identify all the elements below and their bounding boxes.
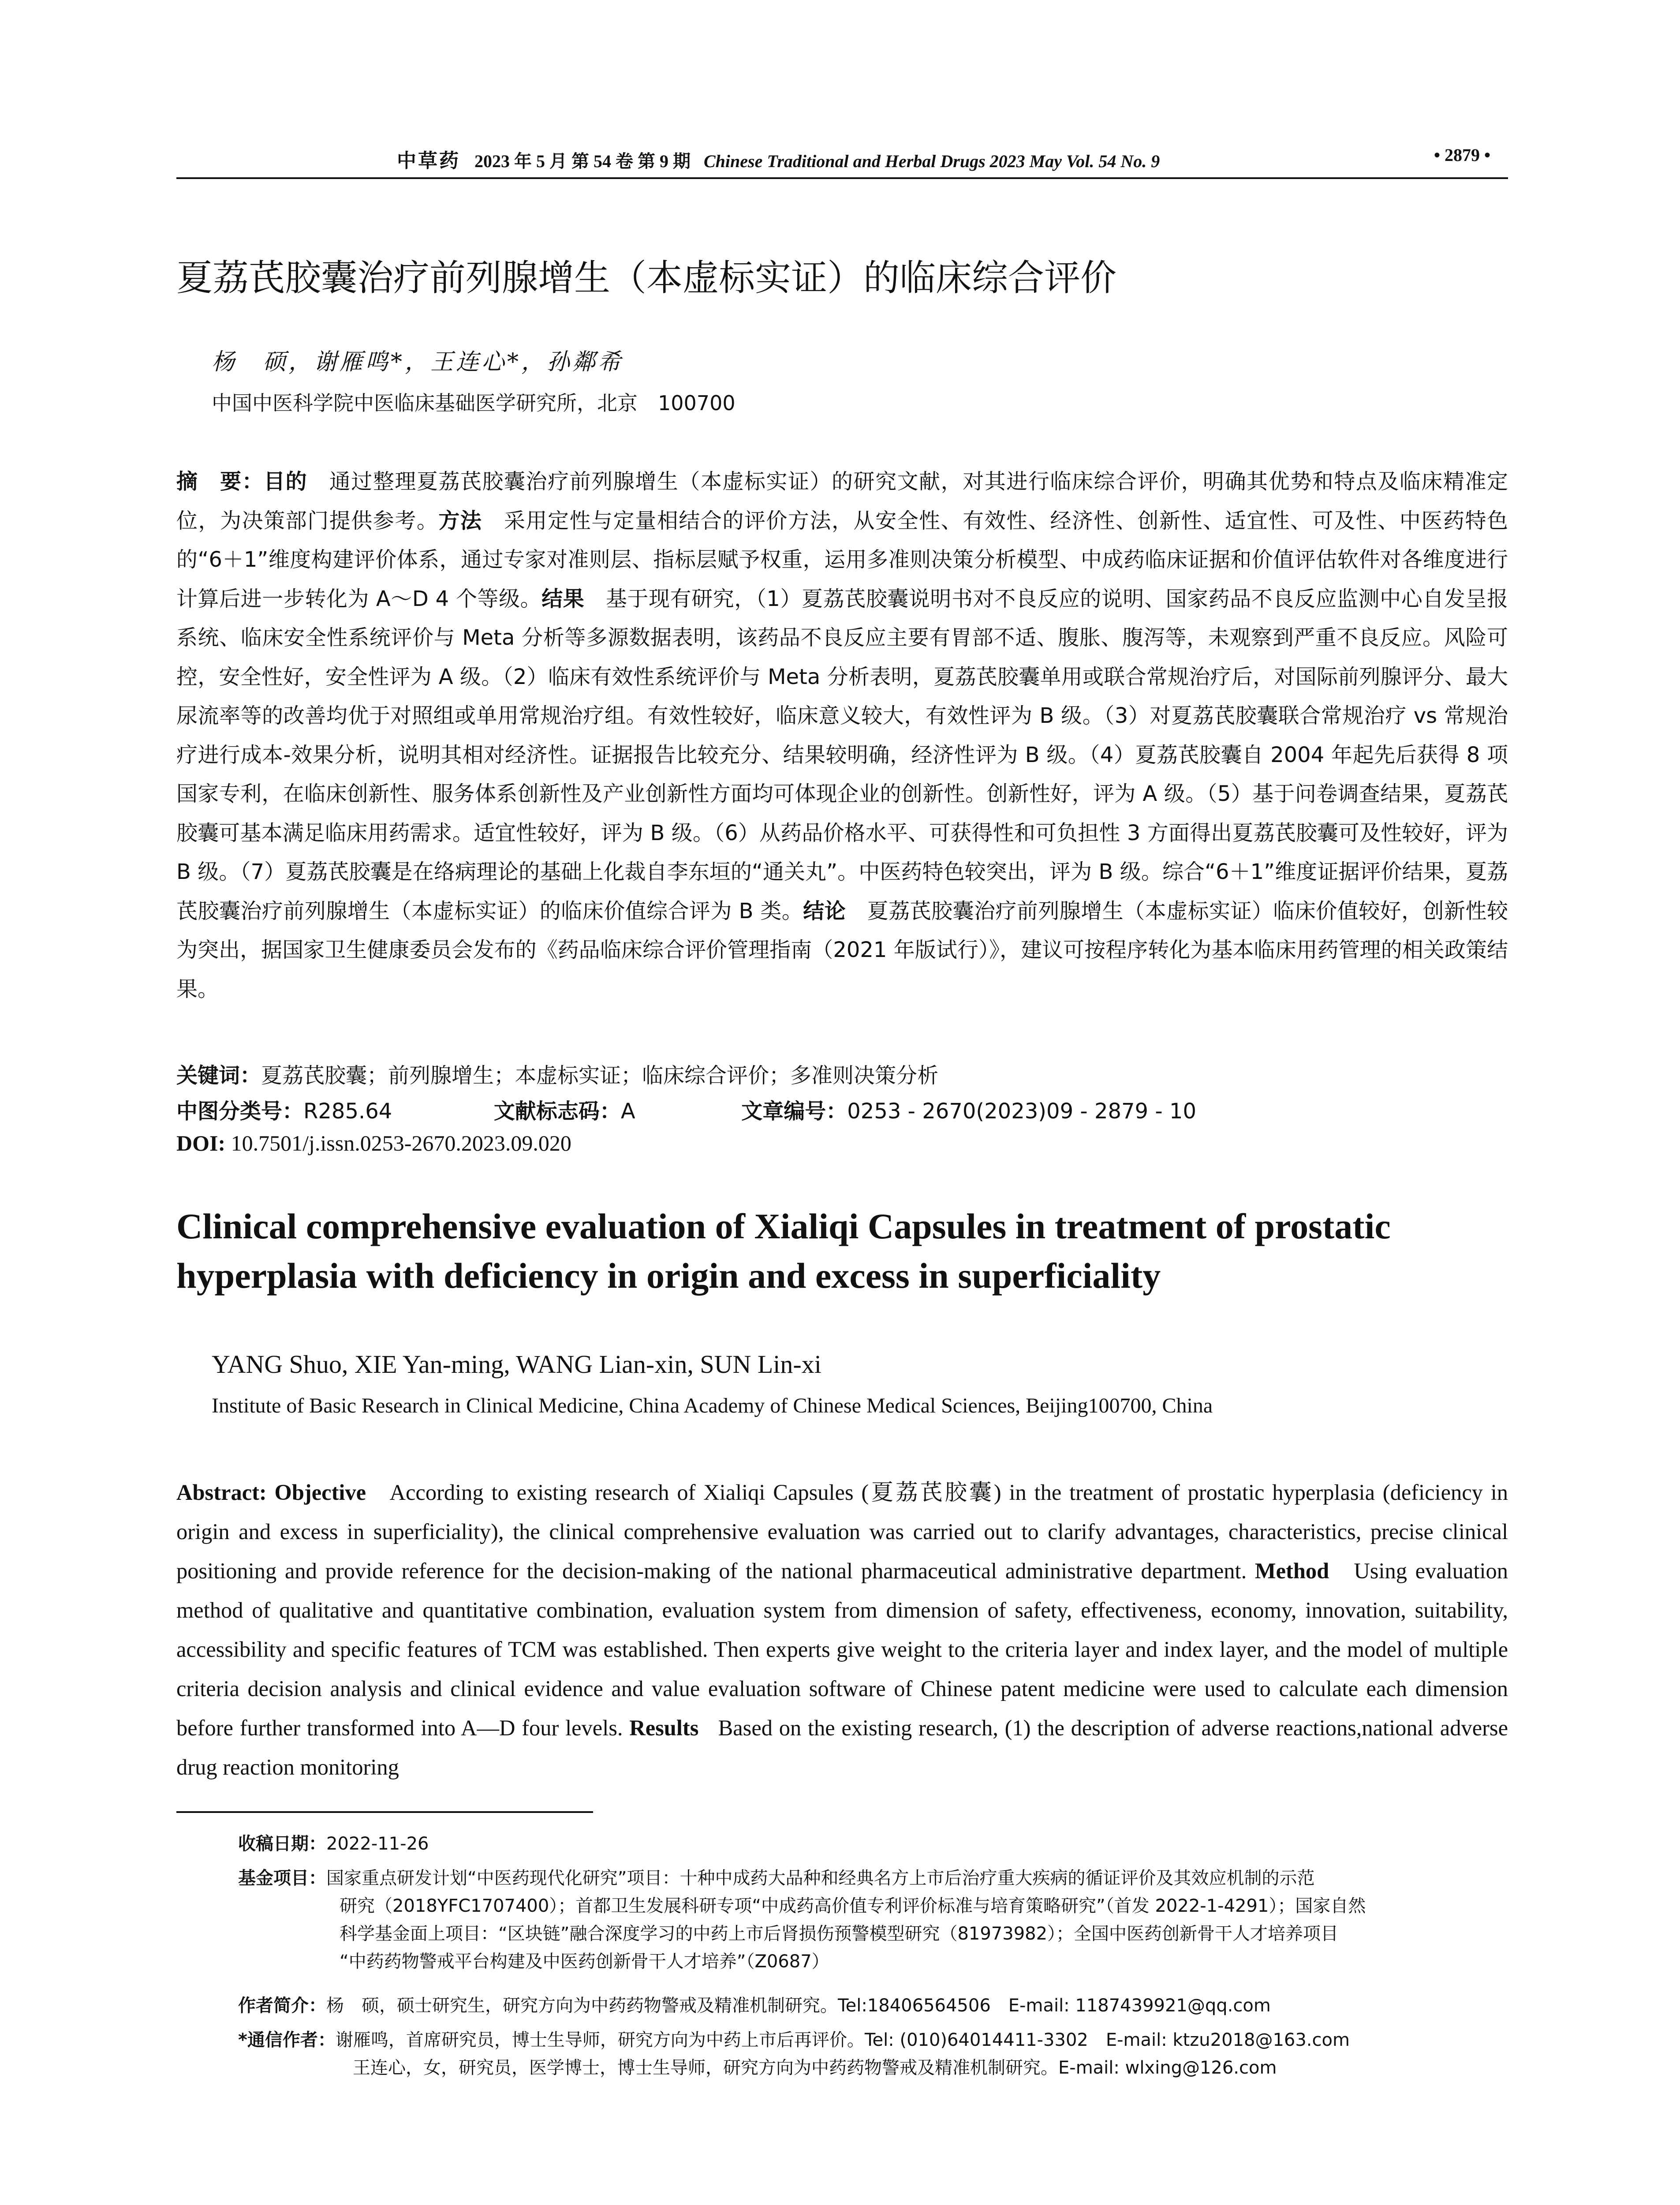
title-cn: 夏荔芪胶囊治疗前列腺增生（本虚标实证）的临床综合评价 [176, 257, 1117, 299]
results-text-en: Based on the existing research, (1) the description of adverse reactions,national adverse drug reaction monitoring [176, 1715, 1508, 1779]
fund-label: 基金项目： [238, 1868, 326, 1888]
objective-label-cn: 目的 [264, 469, 308, 494]
fund-line-3: 科学基金面上项目：“区块链”融合深度学习的中药上市后肾损伤预警模型研究（81973982）；全国中医药创新骨干人才培养项目 [340, 1924, 1339, 1944]
abstract-en [176, 1473, 1508, 1787]
received-value: 2022-11-26 [326, 1834, 429, 1854]
running-header [176, 140, 1508, 176]
keywords-text: 夏荔芪胶囊；前列腺增生；本虚标实证；临床综合评价；多准则决策分析 [261, 1063, 939, 1088]
article-no-label: 文章编号： [741, 1099, 847, 1124]
journal-name-cn: 中草药 [397, 149, 460, 172]
corr-text-1: 谢雁鸣，首席研究员，博士生导师，研究方向为中药上市后再评价。Tel: (010)64014411-3302 E-mail: ktzu2018@163.com [335, 2030, 1350, 2050]
authors-en: YANG Shuo, XIE Yan-ming, WANG Lian-xin, SUN Lin-xi [212, 1350, 821, 1379]
author-bio [238, 1992, 1271, 2020]
authors-cn: 杨 硕，谢雁鸣*，王连心*，孙鄰希 [212, 349, 624, 375]
classification-line [176, 1094, 1196, 1125]
author-bio-label: 作者简介： [238, 1996, 326, 2016]
doi-label: DOI: [176, 1131, 226, 1155]
affiliation-en: Institute of Basic Research in Clinical Medicine, China Academy of Chinese Medical Sciences, Beijing100700, China [212, 1394, 1213, 1417]
doc-code-label: 文献标志码： [493, 1099, 621, 1124]
fund-line-1: 国家重点研发计划“中医药现代化研究”项目：十种中成药大品种和经典名方上市后治疗重大疾病的循证评价及其效应机制的示范 [326, 1868, 1315, 1888]
fund-line-2: 研究（2018YFC1707400）；首都卫生发展科研专项“中成药高价值专利评价标准与培育策略研究”（首发 2022-1-4291）；国家自然 [340, 1896, 1366, 1916]
received-date [238, 1830, 429, 1858]
corr-text-2: 王连心，女，研究员，医学博士，博士生导师，研究方向为中药药物警戒及精准机制研究。E-mail: wlxing@126.com [353, 2058, 1277, 2078]
results-text-cn: 基于现有研究，（1）夏荔芪胶囊说明书对不良反应的说明、国家药品不良反应监测中心自发呈报系统、临床安全性系统评价与 Meta 分析等多源数据表明，该药品不良反应主要有胃部不适、腹胀、腹泻等，未观察到严重不良反应。风险可控，安全性好，安全性评为 A 级。（2）临床有效性系统评价与 Meta 分析表明，夏荔芪胶囊单用或联合常规治疗后，对国际前列腺评分、最大尿流率等的改善均优于对照组或单用常规治疗组。有效性较好，临床意义较大，有效性评为 B 级。（3）对夏荔芪胶囊联合常规治疗 vs 常规治疗进行成本-效果分析，说明其相对经济性。证据报告比较充分、结果较明确，经济性评为 B 级。（4）夏荔芪胶囊自 2004 年起先后获得 8 项国家专利，在临床创新性、服务体系创新性及产业创新性方面均可体现企业的创新性。创新性好，评为 A 级。（5）基于问卷调查结果，夏荔芪胶囊可基本满足临床用药需求。适宜性较好，评为 B 级。（6）从药品价格水平、可获得性和可负担性 3 方面得出夏荔芪胶囊可及性较好，评为 B 级。（7）夏荔芪胶囊是在络病理论的基础上化裁自李东垣的“通关丸”。中医药特色较突出，评为 B 级。综合“6＋1”维度证据评价结果，夏荔芪胶囊治疗前列腺增生（本虚标实证）的临床价值综合评为 B 类。 [176, 586, 1508, 923]
abstract-en-label: Abstract: Objective [176, 1480, 366, 1505]
objective-text-cn: 通过整理夏荔芪胶囊治疗前列腺增生（本虚标实证）的研究文献，对其进行临床综合评价，明确其优势和特点及临床精准定位，为决策部门提供参考。 [176, 469, 1508, 533]
header-center [397, 145, 1160, 173]
doi-line [176, 1130, 571, 1156]
title-en: Clinical comprehensive evaluation of Xialiqi Capsules in treatment of prostatic hyperplasia with deficiency in origin and excess in superficiality [176, 1206, 1391, 1296]
abstract-cn-label: 摘 要： [176, 469, 264, 494]
fund-line-4: “中药药物警戒平台构建及中医药创新骨干人才培养”（Z0687） [340, 1951, 829, 1972]
method-text-en: Using evaluation method of qualitative and quantitative combination, evaluation system from dimension of safety, effectiveness, economy, innovation, suitability, accessibility and specific features of TCM was established. Then experts give weight to the criteria layer and index layer, and the model of multiple criteria decision analysis and clinical evidence and value evaluation software of Chinese patent medicine were used to calculate each dimension before further transformed into A—D four levels. [176, 1558, 1508, 1740]
keywords-cn [176, 1058, 938, 1089]
page-number: • 2879 • [1434, 145, 1490, 165]
corr-label: *通信作者： [238, 2030, 336, 2050]
journal-info-en: Chinese Traditional and Herbal Drugs 2023 May Vol. 54 No. 9 [704, 151, 1160, 171]
fund-info [238, 1865, 1517, 1976]
issue-info-cn: 2023 年 5 月 第 54 卷 第 9 期 [474, 151, 691, 171]
affiliation-cn: 中国中医科学院中医临床基础医学研究所，北京 100700 [212, 391, 735, 415]
received-label: 收稿日期： [238, 1834, 326, 1854]
clc-value: R285.64 [303, 1099, 392, 1124]
conclusion-label-cn: 结论 [803, 898, 846, 923]
abstract-cn [176, 462, 1508, 1009]
conclusion-text-cn: 夏荔芪胶囊治疗前列腺增生（本虚标实证）临床价值较好，创新性较为突出，据国家卫生健康委员会发布的《药品临床综合评价管理指南（2021 年版试行）》，建议可按程序转化为基本临床用药管理的相关政策结果。 [176, 898, 1508, 1002]
article-no-value: 0253 - 2670(2023)09 - 2879 - 10 [847, 1099, 1197, 1124]
header-rule [176, 177, 1508, 179]
fund-line [238, 1865, 1517, 1892]
doi-value[interactable]: 10.7501/j.issn.0253-2670.2023.09.020 [231, 1131, 571, 1155]
method-text-cn: 采用定性与定量相结合的评价方法，从安全性、有效性、经济性、创新性、适宜性、可及性、中医药特色的“6＋1”维度构建评价体系，通过专家对准则层、指标层赋予权重，运用多准则决策分析模型、中成药临床证据和价值评估软件对各维度进行计算后进一步转化为 A～D 4 个等级。 [176, 508, 1508, 611]
corr-line-1 [238, 2026, 1350, 2054]
objective-text-en: According to existing research of Xialiqi Capsules (夏荔芪胶囊) in the treatment of prostatic hyperplasia (deficiency in origin and excess in superficiality), the clinical comprehensive evaluation was carried out to clarify advantages, characteristics, precise clinical positioning and provide reference for the decision-making of the national pharmaceutical administrative department. [176, 1480, 1508, 1583]
corresponding-authors [238, 2026, 1350, 2082]
method-label-cn: 方法 [438, 508, 482, 533]
author-bio-text: 杨 硕，硕士研究生，研究方向为中药药物警戒及精准机制研究。Tel:18406564506 E-mail: 1187439921@qq.com [326, 1996, 1271, 2016]
results-label-cn: 结果 [541, 586, 585, 611]
results-label-en: Results [629, 1715, 699, 1740]
keywords-label: 关键词： [176, 1063, 261, 1088]
clc-label: 中图分类号： [176, 1099, 304, 1124]
method-label-en: Method [1254, 1558, 1329, 1583]
footnote-rule [176, 1811, 593, 1813]
doc-code-value: A [620, 1099, 635, 1124]
